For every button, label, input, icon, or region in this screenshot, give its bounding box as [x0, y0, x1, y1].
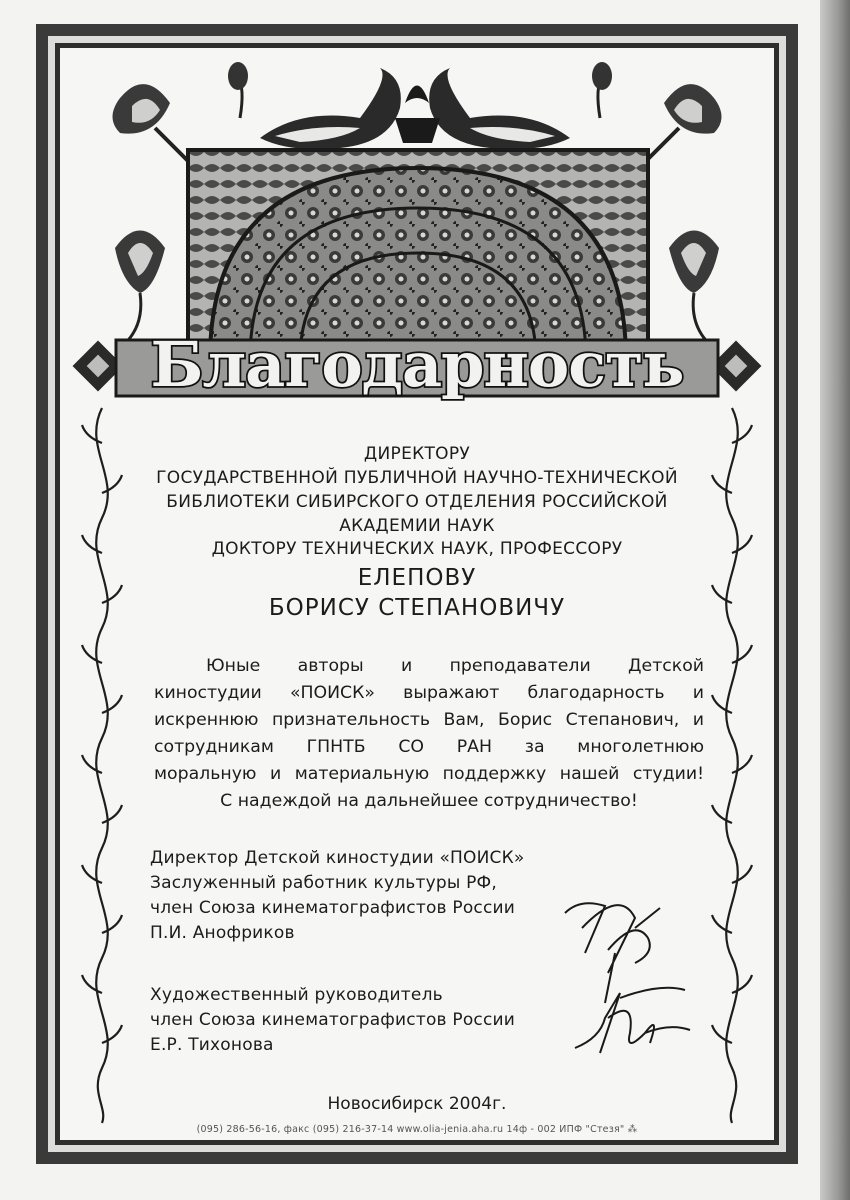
body-line-4: сотрудникам ГПНТБ СО РАН за многолетнюю: [154, 737, 704, 757]
signatory-1-title: Директор Детской киностудии «ПОИСК»: [150, 848, 525, 868]
signature-anofrikov: [565, 903, 660, 1003]
recipient-line-3: БИБЛИОТЕКИ СИБИРСКОГО ОТДЕЛЕНИЯ РОССИЙСКОЙ: [166, 492, 668, 512]
signatory-1-name: П.И. Анофриков: [150, 923, 295, 943]
signatory-2-name: Е.Р. Тихонова: [150, 1035, 274, 1055]
recipient-line-1: ДИРЕКТОРУ: [363, 444, 471, 464]
signatory-2-title: Художественный руководитель: [150, 985, 443, 1005]
body-line-5: моральную и материальную поддержку нашей студии!: [154, 764, 704, 784]
signatory-2-membership: член Союза кинематографистов России: [150, 1010, 516, 1030]
body-line-3: искреннюю признательность Вам, Борис Степанович, и: [154, 710, 704, 730]
signatory-1-membership: член Союза кинематографистов России: [150, 898, 516, 918]
body-line-1: Юные авторы и преподаватели Детской: [206, 656, 704, 676]
body-line-6: С надеждой на дальнейшее сотрудничество!: [220, 791, 638, 811]
recipient-surname: ЕЛЕПОВУ: [357, 565, 477, 591]
certificate-title: Благодарность: [150, 328, 684, 401]
signature-tikhonova: [575, 988, 690, 1053]
recipient-line-2: ГОСУДАРСТВЕННОЙ ПУБЛИЧНОЙ НАУЧНО-ТЕХНИЧЕСКОЙ: [156, 468, 678, 488]
header-ornament: [60, 48, 774, 448]
body-line-2: киностудии «ПОИСК» выражают благодарность и: [154, 683, 704, 703]
signatory-1-honor: Заслуженный работник культуры РФ,: [150, 873, 497, 893]
recipient-given-names: БОРИСУ СТЕПАНОВИЧУ: [268, 595, 566, 621]
recipient-line-5: ДОКТОРУ ТЕХНИЧЕСКИХ НАУК, ПРОФЕССОРУ: [211, 539, 623, 559]
birds-motif: [228, 62, 612, 149]
scan-edge-shadow: [820, 0, 850, 1200]
recipient-line-4: АКАДЕМИИ НАУК: [339, 516, 495, 536]
certificate-content: [60, 48, 774, 1140]
printer-imprint: (095) 286-56-16, факс (095) 216-37-14 www.olia-jenia.aha.ru 14ф - 002 ИПФ "Стезя" ⁂: [196, 1124, 638, 1135]
place-date: Новосибирск 2004г.: [327, 1094, 507, 1114]
